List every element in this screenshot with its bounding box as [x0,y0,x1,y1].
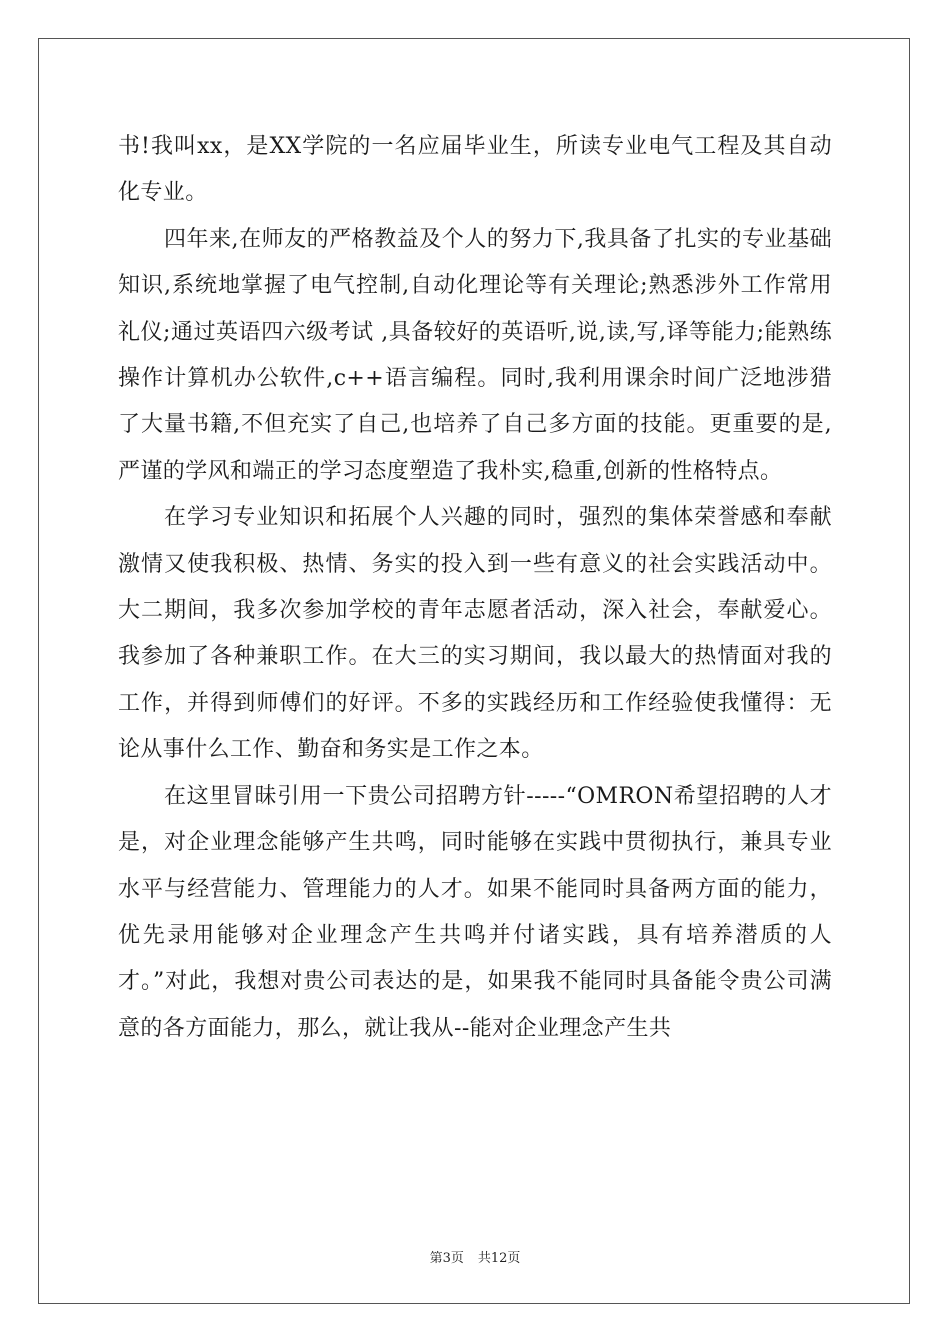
paragraph-2: 四年来,在师友的严格教益及个人的努力下,我具备了扎实的专业基础知识,系统地掌握了电气控制,自动化理论等有关理论;熟悉涉外工作常用礼仪;通过英语四六级考试 ,具备较好的英语听,说,读,写,译等能力;能熟练操作计算机办公软件,c++语言编程。同时,我利用课余时间广泛地涉猎了大量书籍,不但充实了自己,也培养了自己多方面的技能。更重要的是,严谨的学风和端正的学习态度塑造了我朴实,稳重,创新的性格特点。 [118,226,832,484]
page-number-current: 第3页 [429,1251,464,1266]
document-body [118,124,832,1052]
page-footer [0,1247,950,1266]
paragraph-1: 书!我叫xx，是XX学院的一名应届毕业生，所读专业电气工程及其自动化专业。 [118,134,832,206]
page-number-total: 共12页 [477,1251,521,1266]
paragraph-3: 在学习专业知识和拓展个人兴趣的同时，强烈的集体荣誉感和奉献激情又使我积极、热情、务实的投入到一些有意义的社会实践活动中。大二期间，我多次参加学校的青年志愿者活动，深入社会，奉献爱心。我参加了各种兼职工作。在大三的实习期间，我以最大的热情面对我的工作，并得到师傅们的好评。不多的实践经历和工作经验使我懂得：无论从事什么工作、勤奋和务实是工作之本。 [118,505,832,763]
paragraph-4: 在这里冒昧引用一下贵公司招聘方针-----“OMRON希望招聘的人才是，对企业理念能够产生共鸣，同时能够在实践中贯彻执行，兼具专业水平与经营能力、管理能力的人才。如果不能同时具备两方面的能力，优先录用能够对企业理念产生共鸣并付诸实践，具有培养潜质的人才。”对此，我想对贵公司表达的是，如果我不能同时具备能令贵公司满意的各方面能力，那么，就让我从--能对企业理念产生共 [118,783,832,1041]
